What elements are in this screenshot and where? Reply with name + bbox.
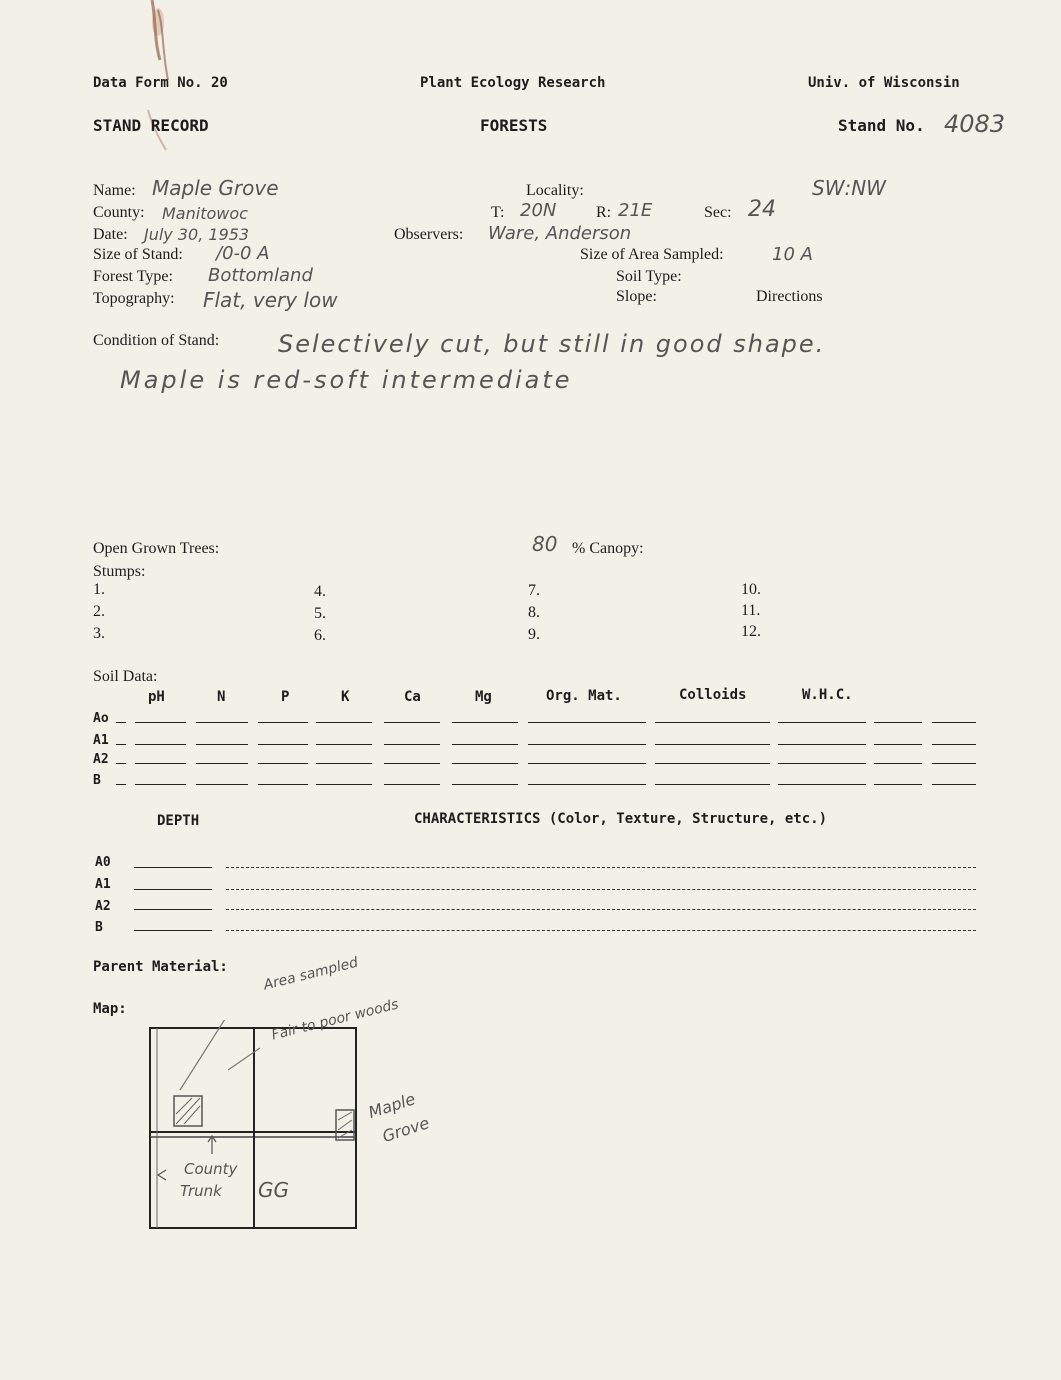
stump-number: 5. bbox=[314, 605, 326, 622]
depth-blank-line bbox=[134, 867, 212, 868]
forest-type-value: Bottomland bbox=[208, 265, 313, 286]
soil-blank-line bbox=[528, 784, 646, 785]
stumps-label: Stumps: bbox=[93, 563, 146, 580]
record-title: STAND RECORD bbox=[93, 116, 209, 135]
soil-blank-line bbox=[135, 763, 186, 764]
stump-number: 8. bbox=[528, 604, 540, 621]
characteristics-blank-line bbox=[226, 930, 976, 931]
soil-blank-line bbox=[116, 744, 126, 745]
county-value: Manitowoc bbox=[162, 204, 248, 223]
characteristics-blank-line bbox=[226, 889, 976, 890]
soil-blank-line bbox=[932, 722, 976, 723]
horizon-label: A2 bbox=[95, 899, 111, 914]
soil-col-header: P bbox=[281, 689, 290, 705]
soil-blank-line bbox=[655, 744, 770, 745]
stump-number: 12. bbox=[741, 623, 761, 640]
open-grown-label: Open Grown Trees: bbox=[93, 540, 220, 557]
condition-label: Condition of Stand: bbox=[93, 332, 220, 349]
county-trunk-note-2: Trunk bbox=[180, 1182, 222, 1200]
stump-number: 3. bbox=[93, 625, 105, 642]
soil-blank-line bbox=[316, 744, 372, 745]
soil-blank-line bbox=[874, 744, 922, 745]
soil-blank-line bbox=[874, 722, 922, 723]
horizon-label: A1 bbox=[95, 877, 111, 892]
characteristics-blank-line bbox=[226, 909, 976, 910]
soil-blank-line bbox=[258, 784, 308, 785]
horizon-label: B bbox=[95, 920, 103, 935]
stand-number: 4083 bbox=[944, 110, 1006, 138]
university: Univ. of Wisconsin bbox=[808, 75, 960, 91]
range-value: 21E bbox=[618, 200, 653, 221]
soil-blank-line bbox=[135, 784, 186, 785]
characteristics-blank-line bbox=[226, 867, 976, 868]
soil-blank-line bbox=[528, 763, 646, 764]
name-label: Name: bbox=[93, 182, 136, 199]
soil-blank-line bbox=[932, 784, 976, 785]
county-label: County: bbox=[93, 204, 145, 221]
locality-value: SW:NW bbox=[812, 176, 886, 200]
canopy-value: 80 bbox=[532, 532, 558, 556]
soil-blank-line bbox=[874, 763, 922, 764]
soil-row-label: Ao bbox=[93, 711, 109, 726]
stump-number: 7. bbox=[528, 582, 540, 599]
stump-number: 9. bbox=[528, 626, 540, 643]
directions-label: Directions bbox=[756, 288, 823, 305]
stump-number: 1. bbox=[93, 581, 105, 598]
size-label: Size of Stand: bbox=[93, 246, 183, 263]
soil-blank-line bbox=[316, 784, 372, 785]
soil-blank-line bbox=[778, 763, 866, 764]
soil-col-header: N bbox=[217, 689, 226, 705]
soil-blank-line bbox=[384, 744, 440, 745]
maple-grove-note-2: Grove bbox=[380, 1113, 432, 1147]
soil-blank-line bbox=[135, 722, 186, 723]
soil-blank-line bbox=[196, 763, 248, 764]
area-sampled-value: 10 A bbox=[772, 244, 813, 265]
name-value: Maple Grove bbox=[152, 176, 279, 200]
soil-blank-line bbox=[258, 744, 308, 745]
soil-row-label: B bbox=[93, 773, 101, 788]
soil-blank-line bbox=[116, 784, 126, 785]
soil-blank-line bbox=[778, 784, 866, 785]
date-label: Date: bbox=[93, 226, 128, 243]
soil-col-header: W.H.C. bbox=[802, 687, 853, 703]
map-sketch bbox=[140, 1020, 370, 1235]
topography-label: Topography: bbox=[93, 290, 175, 307]
date-value: July 30, 1953 bbox=[144, 225, 250, 244]
soil-col-header: Mg bbox=[475, 689, 492, 705]
soil-blank-line bbox=[316, 763, 372, 764]
size-value: /0-0 A bbox=[216, 243, 270, 264]
soil-row-label: A2 bbox=[93, 752, 109, 767]
stump-number: 10. bbox=[741, 581, 761, 598]
soil-blank-line bbox=[258, 763, 308, 764]
forests-title: FORESTS bbox=[480, 116, 548, 135]
soil-blank-line bbox=[196, 784, 248, 785]
soil-blank-line bbox=[116, 763, 126, 764]
topography-value: Flat, very low bbox=[203, 288, 338, 312]
stand-label: Stand No. bbox=[838, 116, 925, 135]
slope-label: Slope: bbox=[616, 288, 657, 305]
soil-blank-line bbox=[384, 722, 440, 723]
soil-col-header: pH bbox=[148, 689, 165, 705]
soil-blank-line bbox=[778, 744, 866, 745]
depth-blank-line bbox=[134, 889, 212, 890]
soil-blank-line bbox=[655, 763, 770, 764]
soil-blank-line bbox=[116, 722, 126, 723]
depth-blank-line bbox=[134, 930, 212, 931]
horizon-label: A0 bbox=[95, 855, 111, 870]
soil-blank-line bbox=[316, 722, 372, 723]
characteristics-header: CHARACTERISTICS (Color, Texture, Structure, etc.) bbox=[414, 811, 828, 827]
soil-col-header: Ca bbox=[404, 689, 421, 705]
soil-blank-line bbox=[932, 763, 976, 764]
soil-blank-line bbox=[452, 784, 518, 785]
soil-blank-line bbox=[655, 784, 770, 785]
section-value: 24 bbox=[748, 197, 776, 222]
county-trunk-note-1: County bbox=[184, 1160, 238, 1178]
locality-label: Locality: bbox=[526, 182, 584, 199]
stump-number: 6. bbox=[314, 627, 326, 644]
soil-blank-line bbox=[452, 722, 518, 723]
soil-blank-line bbox=[655, 722, 770, 723]
depth-blank-line bbox=[134, 909, 212, 910]
range-label: R: bbox=[596, 204, 612, 221]
soil-col-header: K bbox=[341, 689, 350, 705]
maple-grove-note-1: Maple bbox=[366, 1089, 418, 1123]
soil-blank-line bbox=[452, 763, 518, 764]
canopy-label: % Canopy: bbox=[572, 540, 644, 557]
township-label: T: bbox=[491, 204, 505, 221]
soil-blank-line bbox=[384, 784, 440, 785]
soil-blank-line bbox=[135, 744, 186, 745]
woods-note: Fair to poor woods bbox=[270, 996, 401, 1044]
soil-type-label: Soil Type: bbox=[616, 268, 682, 285]
observers-value: Ware, Anderson bbox=[488, 223, 632, 244]
depth-header: DEPTH bbox=[157, 813, 200, 829]
soil-blank-line bbox=[932, 744, 976, 745]
observers-label: Observers: bbox=[394, 226, 464, 243]
condition-line-2: Maple is red-soft intermediate bbox=[120, 366, 573, 394]
soil-blank-line bbox=[528, 722, 646, 723]
soil-blank-line bbox=[874, 784, 922, 785]
area-sampled-note: Area sampled bbox=[262, 954, 360, 994]
map-label: Map: bbox=[93, 1001, 127, 1017]
stump-number: 2. bbox=[93, 603, 105, 620]
condition-line-1: Selectively cut, but still in good shape. bbox=[278, 330, 826, 358]
soil-col-header: Org. Mat. bbox=[546, 688, 622, 704]
soil-data-label: Soil Data: bbox=[93, 668, 158, 685]
soil-row-label: A1 bbox=[93, 733, 109, 748]
soil-blank-line bbox=[384, 763, 440, 764]
soil-blank-line bbox=[196, 744, 248, 745]
soil-col-header: Colloids bbox=[679, 687, 747, 703]
soil-blank-line bbox=[196, 722, 248, 723]
forest-type-label: Forest Type: bbox=[93, 268, 173, 285]
section-label: Sec: bbox=[704, 204, 732, 221]
soil-blank-line bbox=[528, 744, 646, 745]
area-sampled-label: Size of Area Sampled: bbox=[580, 246, 724, 263]
parent-material-label: Parent Material: bbox=[93, 959, 228, 975]
soil-blank-line bbox=[778, 722, 866, 723]
soil-blank-line bbox=[452, 744, 518, 745]
stump-number: 4. bbox=[314, 583, 326, 600]
stump-number: 11. bbox=[741, 602, 761, 619]
township-value: 20N bbox=[520, 200, 557, 221]
form-number: Data Form No. 20 bbox=[93, 75, 228, 91]
soil-blank-line bbox=[258, 722, 308, 723]
org-name: Plant Ecology Research bbox=[420, 75, 606, 91]
gg-note: GG bbox=[258, 1178, 289, 1202]
